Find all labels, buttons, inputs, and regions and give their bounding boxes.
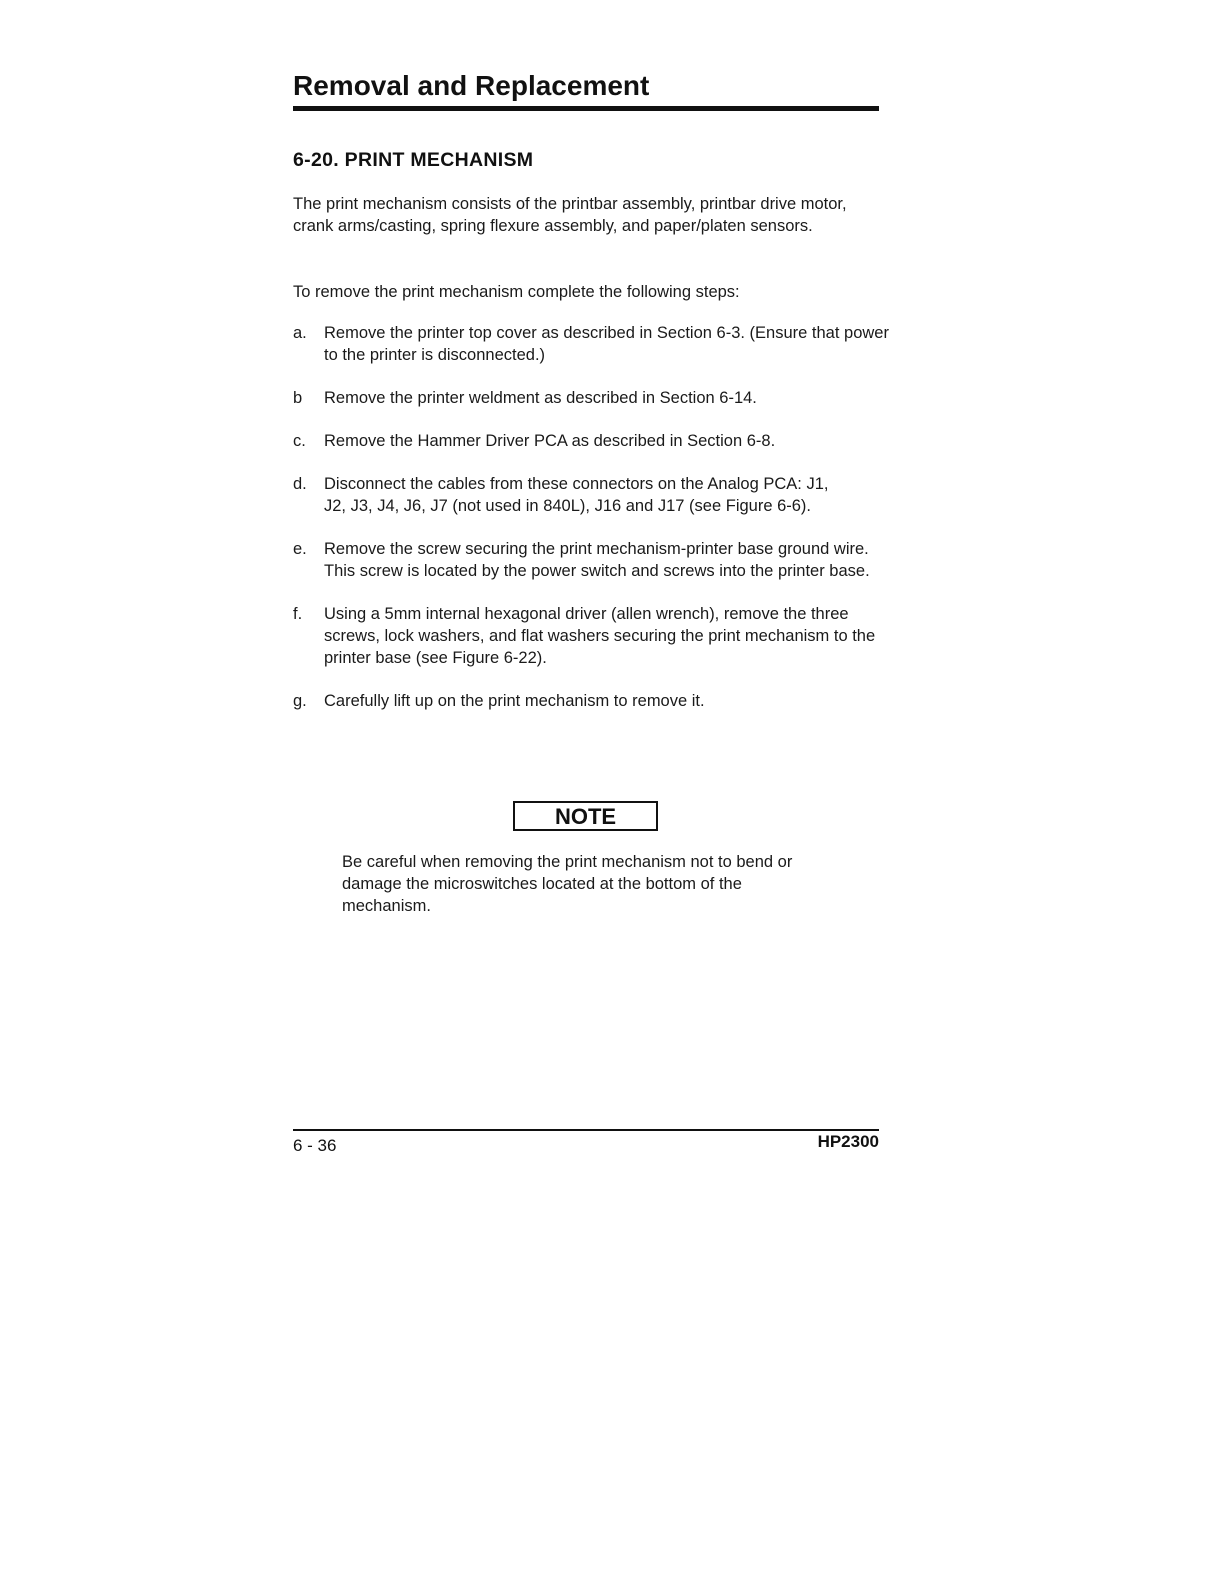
step-item xyxy=(293,473,893,517)
step-text: Carefully lift up on the print mechanism to remove it. xyxy=(324,692,705,710)
footer-page-number: 6 - 36 xyxy=(293,1136,337,1155)
step-item xyxy=(293,322,893,366)
lead-paragraph: To remove the print mechanism complete the following steps: xyxy=(293,283,740,301)
step-item xyxy=(293,430,893,452)
step-text: Remove the Hammer Driver PCA as described in Section 6-8. xyxy=(324,432,776,450)
title-rule xyxy=(293,106,879,111)
intro-paragraph: The print mechanism consists of the printbar assembly, printbar drive motor, crank arms/casting, spring flexure assembly, and paper/platen sensors. xyxy=(293,195,847,235)
step-item xyxy=(293,387,893,409)
step-text: Using a 5mm internal hexagonal driver (allen wrench), remove the three screws, lock washers, and flat washers securing the print mechanism to the printer base (see Figure 6-22). xyxy=(324,605,876,667)
footer-rule xyxy=(293,1129,879,1131)
step-marker: g. xyxy=(293,692,307,710)
note-label-box: NOTE xyxy=(513,801,658,831)
step-list xyxy=(293,322,893,712)
step-marker: c. xyxy=(293,432,306,450)
step-text: Remove the printer weldment as described in Section 6-14. xyxy=(324,389,757,407)
page-header xyxy=(293,68,879,104)
step-item xyxy=(293,538,893,582)
footer-model-name: HP2300 xyxy=(817,1132,879,1151)
page-title: Removal and Replacement xyxy=(293,70,650,101)
step-marker: e. xyxy=(293,540,307,558)
step-marker: b xyxy=(293,389,303,407)
note-text: Be careful when removing the print mechanism not to bend or damage the microswitches located at the bottom of the mechanism. xyxy=(342,853,793,915)
step-marker: f. xyxy=(293,605,303,623)
step-text: Remove the printer top cover as described in Section 6-3. (Ensure that power to the printer is disconnected.) xyxy=(324,324,889,364)
step-item xyxy=(293,690,893,712)
step-item xyxy=(293,603,893,669)
step-marker: d. xyxy=(293,475,307,493)
step-marker: a. xyxy=(293,324,307,342)
section-heading: 6-20. PRINT MECHANISM xyxy=(293,149,534,171)
step-text: Remove the screw securing the print mechanism-printer base ground wire. This screw is located by the power switch and screws into the printer base. xyxy=(324,540,870,580)
step-text: Disconnect the cables from these connectors on the Analog PCA: J1, J2, J3, J4, J6, J7 (not used in 840L), J16 and J17 (see Figure 6-6). xyxy=(324,475,829,515)
